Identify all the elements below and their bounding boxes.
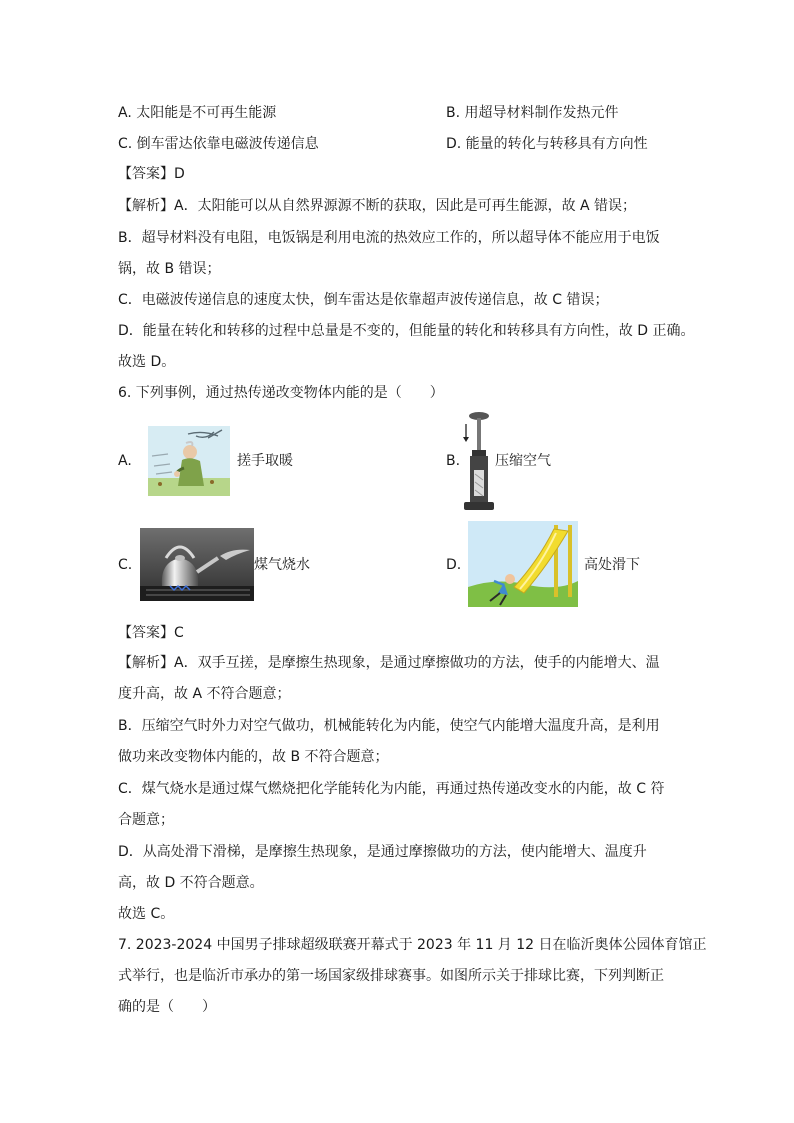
- slide-figure: [468, 521, 578, 607]
- q7-stem-line-1: 7. 2023-2024 中国男子排球超级联赛开幕式于 2023 年 11 月 12 日在临沂奥体公园体育馆正: [118, 937, 707, 953]
- q6-option-d-caption: 高处滑下: [584, 557, 640, 573]
- q5-option-c: C. 倒车雷达依靠电磁波传递信息: [118, 136, 319, 152]
- q6-analysis-line-5: C．煤气烧水是通过煤气燃烧把化学能转化为内能，再通过热传递改变水的内能，故 C 符: [118, 781, 665, 797]
- q6-option-c-caption: 煤气烧水: [254, 557, 310, 573]
- q6-analysis-line-3: B．压缩空气时外力对空气做功，机械能转化为内能，使空气内能增大温度升高，是利用: [118, 718, 660, 734]
- q5-analysis-line-6: 故选 D。: [118, 354, 176, 370]
- q5-analysis-line-2: B．超导材料没有电阻，电饭锅是利用电流的热效应工作的，所以超导体不能应用于电饭: [118, 230, 660, 246]
- q5-option-b: B. 用超导材料制作发热元件: [446, 105, 619, 121]
- q6-analysis-line-2: 度升高，故 A 不符合题意；: [118, 686, 291, 702]
- q5-analysis-line-5: D．能量在转化和转移的过程中总量是不变的，但能量的转化和转移具有方向性，故 D 正确。: [118, 323, 695, 339]
- q6-option-a-caption: 搓手取暖: [237, 453, 293, 469]
- q5-option-d: D. 能量的转化与转移具有方向性: [446, 136, 648, 152]
- q6-stem: 6. 下列事例，通过热传递改变物体内能的是（ ）: [118, 385, 444, 401]
- q6-option-b-letter: B.: [446, 453, 461, 469]
- q6-option-a-letter: A.: [118, 453, 132, 469]
- q6-analysis-line-6: 合题意；: [118, 812, 174, 828]
- air-compression-figure: [458, 410, 498, 514]
- q6-analysis-line-1: 【解析】A．双手互搓，是摩擦生热现象，是通过摩擦做功的方法，使手的内能增大、温: [118, 655, 660, 671]
- rubbing-hands-figure: [148, 426, 230, 496]
- q6-analysis-line-7: D．从高处滑下滑梯，是摩擦生热现象，是通过摩擦做功的方法，使内能增大、温度升: [118, 844, 647, 860]
- q6-option-c-letter: C.: [118, 557, 133, 573]
- q5-analysis-line-4: C．电磁波传递信息的速度太快，倒车雷达是依靠超声波传递信息，故 C 错误；: [118, 292, 609, 308]
- q5-option-a: A. 太阳能是不可再生能源: [118, 105, 277, 121]
- q5-answer: 【答案】D: [118, 166, 185, 182]
- q5-analysis-line-3: 锅，故 B 错误；: [118, 261, 221, 277]
- q6-analysis-line-4: 做功来改变物体内能的，故 B 不符合题意；: [118, 749, 389, 765]
- q6-option-d-letter: D.: [446, 557, 462, 573]
- gas-boiling-kettle-figure: [140, 528, 254, 601]
- q6-option-b-caption: 压缩空气: [495, 453, 551, 469]
- q7-stem-line-3: 确的是（ ）: [118, 999, 216, 1015]
- q5-analysis-line-1: 【解析】A．太阳能可以从自然界源源不断的获取，因此是可再生能源，故 A 错误；: [118, 198, 637, 214]
- q6-answer: 【答案】C: [118, 625, 184, 641]
- q6-analysis-line-9: 故选 C。: [118, 906, 175, 922]
- q6-analysis-line-8: 高，故 D 不符合题意。: [118, 875, 264, 891]
- q7-stem-line-2: 式举行，也是临沂市承办的第一场国家级排球赛事。如图所示关于排球比赛，下列判断正: [118, 968, 664, 984]
